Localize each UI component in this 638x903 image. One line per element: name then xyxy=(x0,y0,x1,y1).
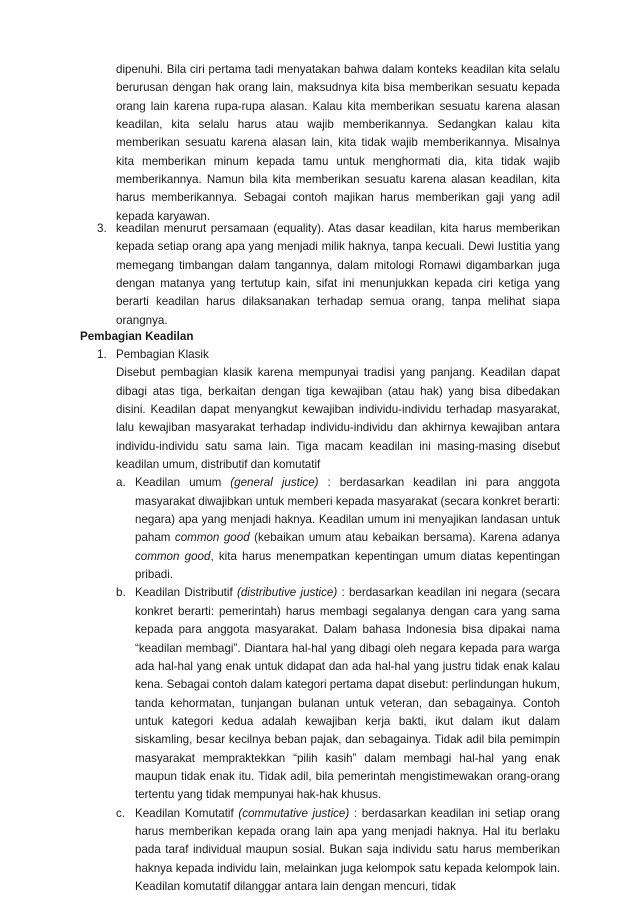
sub-item-text: Keadilan Komutatif (commutative justice) : berdasarkan keadilan ini setiap orang harus memberikan kepada orang lain apa yang menjadi haknya. Hal itu berlaku pada taraf individual maupun sosial. Bukan saja individu satu harus memberikan haknya kepada individu lain, melainkan juga kelompok satu kepada kelompok lain. Keadilan komutatif dilanggar antara lain dengan mencuri, tidak xyxy=(135,806,560,893)
sub-item-letter: a. xyxy=(116,476,126,490)
list-item-text: keadilan menurut persamaan (equality). Atas dasar keadilan, kita harus memberikan kepada setiap orang apa yang menjadi milik haknya, tanpa kecuali. Dewi Iustitia yang memegang timbangan dalam tangannya, dalam mitologi Romawi digambarkan juga dengan matanya yang tertutup kain, sifat ini menunjukkan kepada ciri ketiga yang berarti keadilan harus dilaksanakan terhadap semua orang, tanpa melihat siapa orangnya. xyxy=(116,222,560,327)
continuation-paragraph: dipenuhi. Bila ciri pertama tadi menyatakan bahwa dalam konteks keadilan kita selalu berurusan dengan hak orang lain, maksudnya kita bisa memberikan sesuatu kepada orang lain karena rupa-rupa alasan. Kalau kita memberikan sesuatu karena alasan keadilan, kita selalu harus atau wajib memberikannya. Sedangkan kalau kita memberikan sesuatu karena alasan lain, kita tidak wajib memberikannya. Misalnya kita memberikan minum kepada tamu untuk menghormati dia, kita tidak wajib memberikannya. Namun bila kita memberikan sesuatu karena alasan keadilan, kita harus memberikannya. Sebagai contoh majikan harus memberikan gaji yang adil kepada karyawan. xyxy=(116,63,560,223)
list-item-3 xyxy=(97,220,560,330)
list-number: 1. xyxy=(97,348,107,361)
sub-item-text: Keadilan umum (general justice) : berdasarkan keadilan ini para anggota masyarakat diwajibkan untuk memberi kepada masyarakat (secara konkret berarti: negara) apa yang menjadi haknya. Keadilan umum ini menyajikan landasan untuk paham common good (kebaikan umum atau kebaikan bersama). Karena adanya common good, kita harus menempatkan kepentingan umum diatas kepentingan pribadi. xyxy=(135,476,560,582)
sub-item-b xyxy=(116,584,560,804)
list-item-title: Pembagian Klasik xyxy=(116,348,209,361)
list-number: 3. xyxy=(97,222,107,235)
section-heading: Pembagian Keadilan xyxy=(80,330,194,343)
sub-item-c xyxy=(116,805,560,897)
sub-item-text: Keadilan Distributif (distributive justice) : berdasarkan keadilan ini negara (secara konkret berarti: pemerintah) harus membagi segalanya dengan cara yang sama kepada para anggota masyarakat. Dalam bahasa Indonesia bisa dipakai nama “keadilan membagi”. Diantara hal-hal yang dibagi oleh negara kepada para warga ada hal-hal yang enak untuk didapat dan ada hal-hal yang justru tidak enak kalau kena. Sebagai contoh dalam kategori pertama dapat disebut: perlindungan hukum, tanda kehormatan, tunjangan bulanan untuk veteran, dan sebagainya. Contoh untuk kategori kedua adalah kewajiban kerja bakti, ikut dalam ikut dalam siskamling, besar kecilnya beban pajak, dan sebagainya. Tidak adil bila pemimpin masyarakat mempraktekkan “pilih kasih” dalam membagi hal-hal yang enak maupun tidak enak itu. Tidak adil, bila pemerintah mengistimewakan orang-orang tertentu yang tidak mempunyai hak-hak khusus. xyxy=(135,586,560,802)
sub-item-a xyxy=(116,474,560,584)
sub-item-letter: c. xyxy=(116,806,126,820)
sub-item-letter: b. xyxy=(116,586,126,600)
list-item-1 xyxy=(97,346,560,896)
list-item-text: Disebut pembagian klasik karena mempunyai tradisi yang panjang. Keadilan dapat dibagi atas tiga, berkaitan dengan tiga kewajiban (atau hak) yang bisa dibedakan disini. Keadilan dapat menyangkut kewajiban individu-individu terhadap masyarakat, lalu kewajiban masyarakat terhadap individu-individu dan akhirnya kewajiban antara individu-individu satu sama lain. Tiga macam keadilan ini masing-masing disebut keadilan umum, distributif dan komutatif xyxy=(116,366,560,472)
